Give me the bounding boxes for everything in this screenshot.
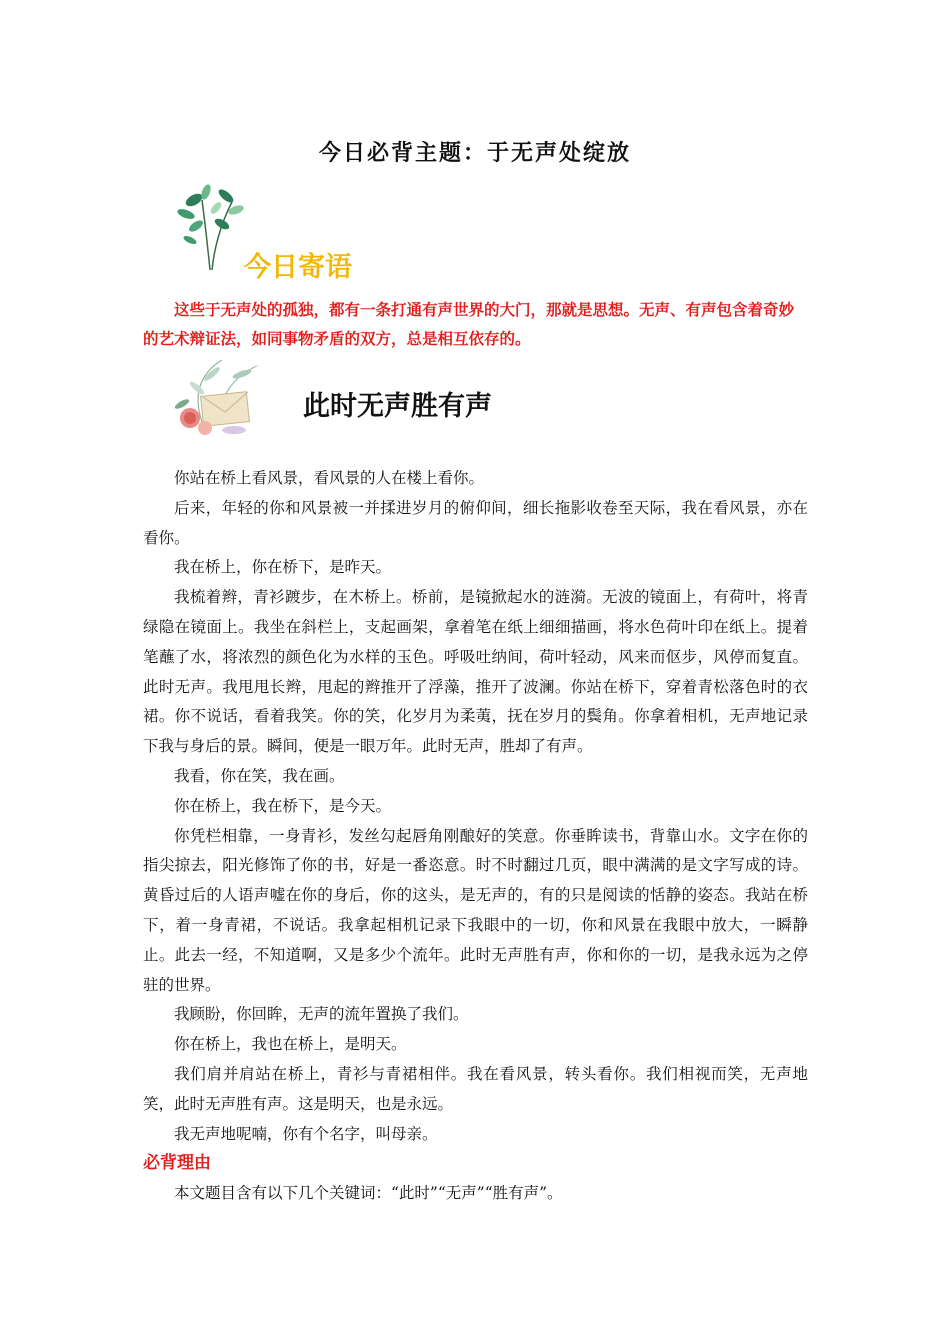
paragraph: 你在桥上，我也在桥上，是明天。 [174,1035,407,1054]
section-heading: 今日寄语 [244,252,352,283]
reason-text: 本文题目含有以下几个关键词：“此时”“无声”“胜有声”。 [174,1184,563,1203]
reason-heading: 必背理由 [143,1153,211,1174]
essay-title: 此时无声胜有声 [303,391,492,422]
page-title: 今日必背主题：于无声处绽放 [318,140,631,166]
paragraph: 后来，年轻的你和风景被一并揉进岁月的俯仰间，细长拖影收卷至天际，我在看风景，亦在看你。 [143,498,808,547]
paragraph: 我梳着辫，青衫踱步，在木桥上。桥前，是镜掀起水的涟漪。无波的镜面上，有荷叶，将青绿隐在镜面上。我坐在斜栏上，支起画架，拿着笔在纸上细细描画，将水色荷叶印在纸上。提着笔蘸了水，将浓烈的颜色化为水样的玉色。呼吸吐纳间，荷叶轻动，风来而伛步，风停而复直。此时无声。我甩甩长辫，甩起的辫推开了浮藻，推开了波澜。你站在桥下，穿着青松落色时的衣裙。你不说话，看着我笑。你的笑，化岁月为柔荑，抚在岁月的鬓角。你拿着相机，无声地记录下我与身后的景。瞬间，便是一眼万年。此时无声，胜却了有声。 [143,588,808,756]
paragraph: 我顾盼，你回眸，无声的流年置换了我们。 [174,1005,469,1024]
paragraph: 你凭栏相靠，一身青衫，发丝勾起唇角刚酿好的笑意。你垂眸读书，背靠山水。文字在你的指尖掠去，阳光修饰了你的书，好是一番恣意。时不时翻过几页，眼中满满的是文字写成的诗。黄昏过后的人语声嘘在你的身后，你的这头，是无声的，有的只是阅读的恬静的姿态。我站在桥下，着一身青裙，不说话。我拿起相机记录下我眼中的一切，你和风景在我眼中放大，一瞬静止。此去一经，不知道啊，又是多少个流年。此时无声胜有声，你和你的一切，是我永远为之停驻的世界。 [143,826,808,994]
paragraph: 你在桥上，我在桥下，是今天。 [174,796,392,815]
paragraph: 我看，你在笑，我在画。 [174,766,345,785]
paragraph: 你站在桥上看风景，看风景的人在楼上看你。 [174,469,485,487]
paragraph: 我们肩并肩站在桥上，青衫与青裙相伴。我在看风景，转头看你。我们相视而笑，无声地笑，此时无声胜有声。这是明天，也是永远。 [143,1064,808,1113]
message-text: 这些于无声处的孤独，都有一条打通有声世界的大门，那就是思想。无声、有声包含着奇妙的艺术辩证法，如同事物矛盾的双方，总是相互依存的。 [143,301,795,348]
plant-illustration-icon [172,180,247,272]
essay-body [143,464,808,1209]
bouquet-illustration-icon [172,352,272,444]
paragraph: 我在桥上，你在桥下，是昨天。 [174,558,392,577]
paragraph: 我无声地呢喃，你有个名字，叫母亲。 [174,1124,438,1143]
